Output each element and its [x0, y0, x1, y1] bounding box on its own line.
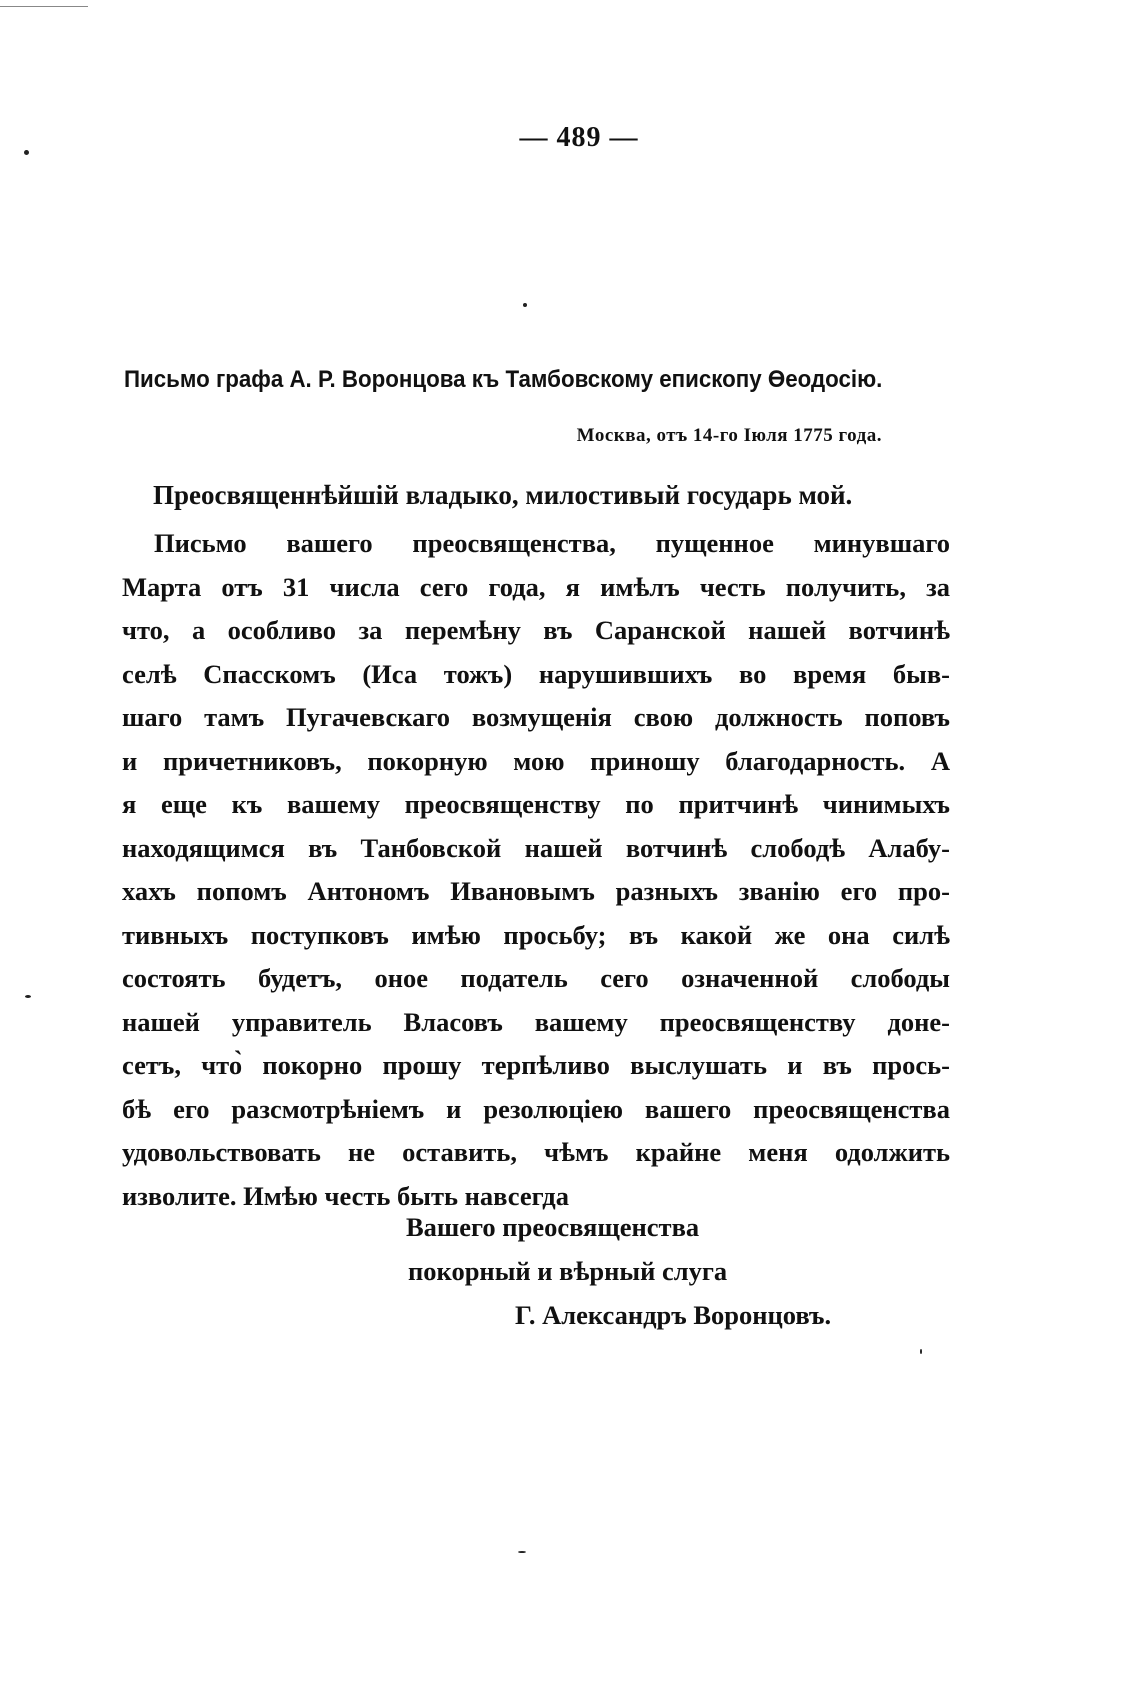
body-line: Письмо вашего преосвященства, пущенное минувшаго	[154, 528, 950, 558]
body-line: что, а особливо за перемѣну въ Саранской нашей вотчинѣ	[122, 615, 950, 645]
body-line: шаго тамъ Пугачевскаго возмущенія свою должность поповъ	[122, 702, 950, 732]
closing-line: Вашего преосвященства	[406, 1212, 700, 1242]
body-line: сетъ, что̀ покорно прошу терпѣливо выслушать и въ прось-	[122, 1050, 950, 1080]
scan-speck	[920, 1349, 922, 1354]
page-number: — 489 —	[519, 122, 639, 153]
body-line: тивныхъ поступковъ имѣю просьбу; въ какой же она силѣ	[122, 919, 950, 950]
body-line: Марта отъ 31 числа сего года, я имѣлъ честь получить, за	[122, 571, 950, 602]
scan-speck	[518, 1551, 526, 1553]
letter-title: Письмо графа А. Р. Воронцова къ Тамбовскому епископу Өеодосію.	[124, 366, 883, 393]
body-line: нашей управитель Власовъ вашему преосвященству доне-	[122, 1006, 950, 1037]
body-line: и причетниковъ, покорную мою приношу благодарность. А	[122, 745, 950, 776]
body-line: хахъ попомъ Антономъ Ивановымъ разныхъ званію его про-	[122, 876, 950, 906]
body-line: удовольствовать не оставить, чѣмъ крайне меня одолжить	[122, 1137, 950, 1167]
body-line: я еще къ вашему преосвященству по притчинѣ чинимыхъ	[122, 789, 950, 819]
body-line: селѣ Спасскомъ (Иса тожъ) нарушившихъ во время быв-	[122, 658, 950, 689]
body-line: изволите. Имѣю честь быть навсегда	[122, 1180, 569, 1211]
body-line: находящимся въ Танбовской нашей вотчинѣ слободѣ Алабу-	[122, 832, 950, 863]
body-line: бѣ его разсмотрѣніемъ и резолюціею вашего преосвященства	[122, 1093, 950, 1124]
body-line: состоять будетъ, оное податель сего означенной слободы	[122, 963, 950, 993]
scan-speck	[523, 303, 527, 307]
scan-speck	[25, 995, 31, 998]
scan-edge-line	[0, 6, 88, 7]
letter-body	[122, 522, 950, 1218]
letter-salutation: Преосвященнѣйшій владыко, милостивый государь мой.	[153, 480, 853, 510]
closing-line: покорный и вѣрный слуга	[408, 1256, 728, 1286]
signature: Г. Александръ Воронцовъ.	[515, 1300, 832, 1330]
letter-dateline: Москва, отъ 14-го Іюля 1775 года.	[576, 425, 882, 446]
